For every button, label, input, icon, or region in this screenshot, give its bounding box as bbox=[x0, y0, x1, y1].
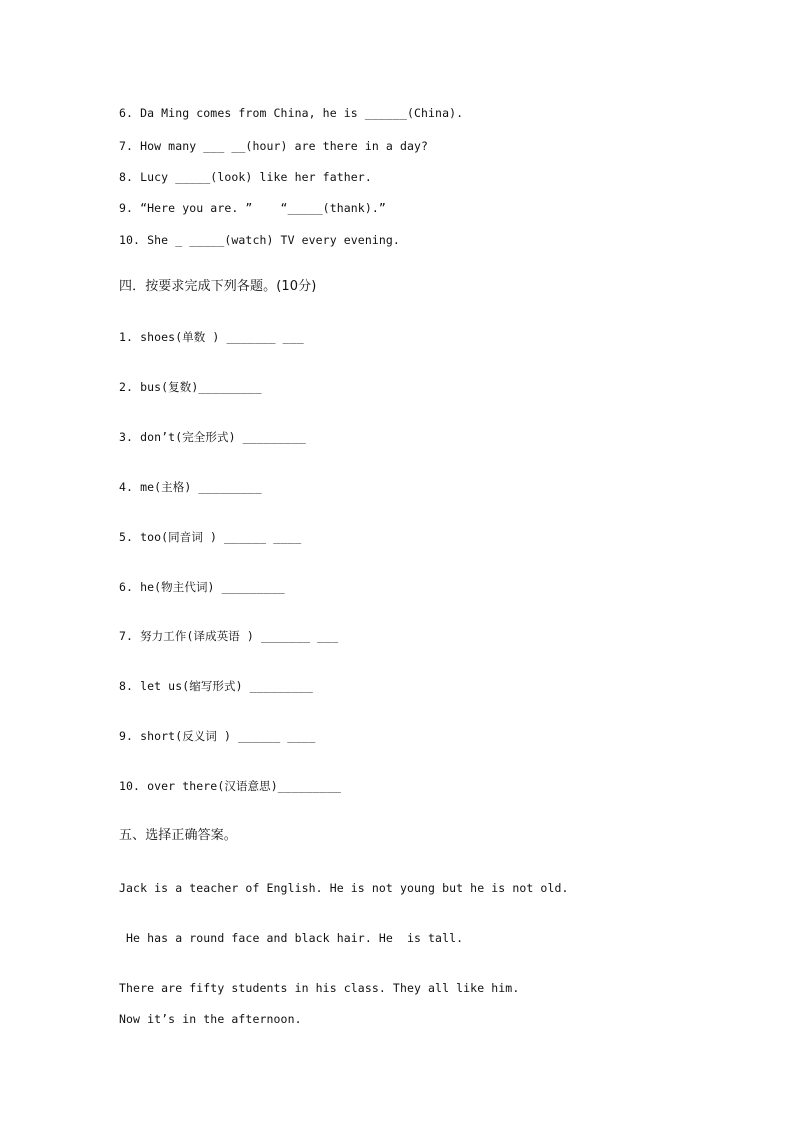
section3-item-9: 9. “Here you are. ” “_____(thank).” bbox=[119, 201, 386, 215]
section4-item-10: 10. over there(汉语意思)_________ bbox=[119, 779, 341, 793]
section4-item-3: 3. don’t(完全形式) _________ bbox=[119, 430, 306, 444]
section3-item-8: 8. Lucy _____(look) like her father. bbox=[119, 170, 372, 184]
section4-item-6: 6. he(物主代词) _________ bbox=[119, 580, 285, 594]
section3-item-7: 7. How many ___ __(hour) are there in a day? bbox=[119, 139, 429, 153]
section3-item-10: 10. She _ _____(watch) TV every evening. bbox=[119, 233, 400, 247]
section5-title: 五、选择正确答案。 bbox=[119, 828, 237, 843]
section4-title: 四．按要求完成下列各题。(10分) bbox=[119, 279, 317, 294]
section4-item-1: 1. shoes(单数 ) _______ ___ bbox=[119, 330, 304, 344]
section3-item-6: 6. Da Ming comes from China, he is ______(China). bbox=[119, 106, 464, 120]
section4-item-4: 4. me(主格) _________ bbox=[119, 480, 262, 494]
section4-item-2: 2. bus(复数)_________ bbox=[119, 380, 262, 394]
section4-item-7: 7. 努力工作(译成英语 ) _______ ___ bbox=[119, 629, 339, 643]
section4-item-9: 9. short(反义词 ) ______ ____ bbox=[119, 729, 316, 743]
section4-item-5: 5. too(同音词 ) ______ ____ bbox=[119, 530, 302, 544]
passage-line-3: There are fifty students in his class. They all like him. bbox=[119, 981, 520, 995]
passage-line-1: Jack is a teacher of English. He is not young but he is not old. bbox=[119, 881, 569, 895]
passage-line-4: Now it’s in the afternoon. bbox=[119, 1012, 302, 1026]
passage-line-2: He has a round face and black hair. He is tall. bbox=[119, 931, 464, 945]
section4-item-8: 8. let us(缩写形式) _________ bbox=[119, 679, 313, 693]
